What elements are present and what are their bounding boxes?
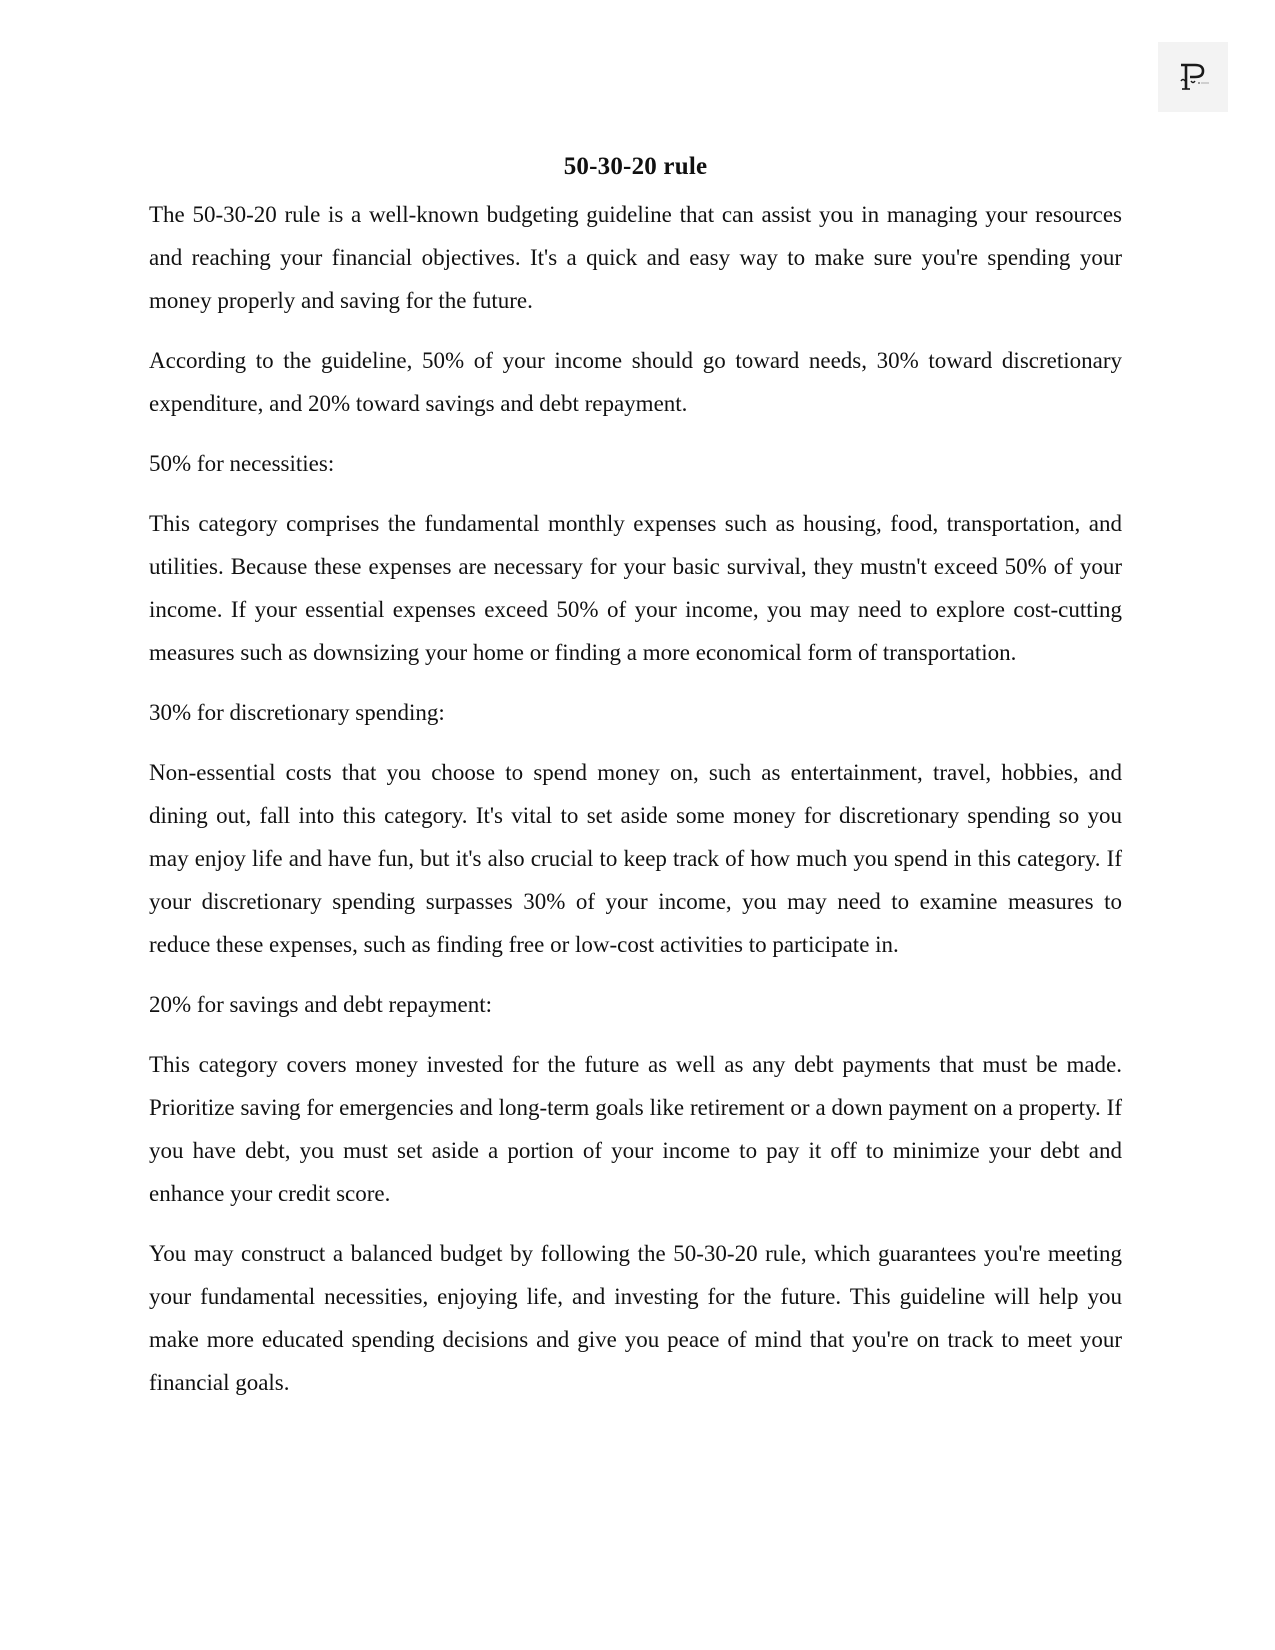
- brand-logo: [1158, 42, 1228, 112]
- monogram-logo-icon: [1173, 59, 1213, 95]
- intro-paragraph: The 50-30-20 rule is a well-known budgeting guideline that can assist you in managing your resources and reaching your financial objectives. It's a quick and easy way to make sure you're spending your money properly and saving for the future.: [149, 202, 1122, 313]
- section-body-discretionary: Non-essential costs that you choose to spend money on, such as entertainment, travel, hobbies, and dining out, fall into this category. It's vital to set aside some money for discretionary spending so you may enjoy life and have fun, but it's also crucial to keep track of how much you spend in this category. If your discretionary spending surpasses 30% of your income, you may need to examine measures to reduce these expenses, such as finding free or low-cost activities to participate in.: [149, 760, 1122, 957]
- conclusion-paragraph: You may construct a balanced budget by following the 50-30-20 rule, which guarantees you're meeting your fundamental necessities, enjoying life, and investing for the future. This guideline will help you make more educated spending decisions and give you peace of mind that you're on track to meet your financial goals.: [149, 1241, 1122, 1395]
- section-heading-necessities: 50% for necessities:: [149, 451, 335, 476]
- document-body: [149, 150, 1122, 1421]
- section-heading-discretionary: 30% for discretionary spending:: [149, 700, 445, 725]
- section-heading-savings: 20% for savings and debt repayment:: [149, 992, 492, 1017]
- guideline-paragraph: According to the guideline, 50% of your income should go toward needs, 30% toward discretionary expenditure, and 20% toward savings and debt repayment.: [149, 348, 1122, 416]
- section-body-necessities: This category comprises the fundamental monthly expenses such as housing, food, transportation, and utilities. Because these expenses are necessary for your basic survival, they mustn't exceed 50% of your income. If your essential expenses exceed 50% of your income, you may need to explore cost-cutting measures such as downsizing your home or finding a more economical form of transportation.: [149, 511, 1122, 665]
- section-body-savings: This category covers money invested for the future as well as any debt payments that must be made. Prioritize saving for emergencies and long-term goals like retirement or a down payment on a property. If you have debt, you must set aside a portion of your income to pay it off to minimize your debt and enhance your credit score.: [149, 1052, 1122, 1206]
- document-title: 50-30-20 rule: [563, 153, 708, 180]
